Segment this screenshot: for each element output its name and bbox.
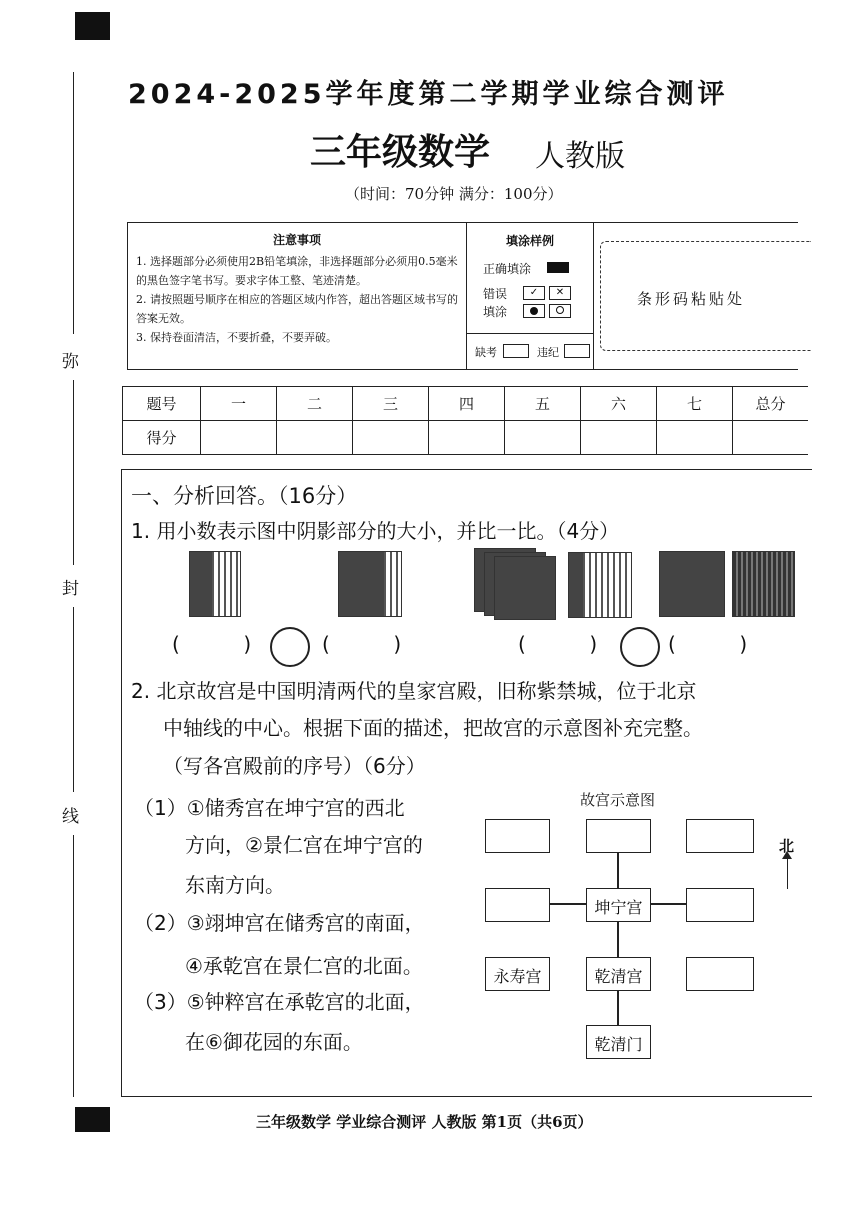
north-arrowhead-icon xyxy=(782,851,792,859)
score-input-cell[interactable] xyxy=(353,421,429,455)
clue-3-line-1: （3）⑤钟粹宫在承乾宫的北面， xyxy=(134,990,425,1014)
side-mark-mi: 弥 xyxy=(62,352,79,372)
fraction-figure xyxy=(568,552,632,618)
map-palace-kunning xyxy=(586,888,651,922)
answer-blank[interactable]: ( ) xyxy=(668,632,748,656)
table-row xyxy=(123,421,809,455)
notice-heading: 注意事项 xyxy=(272,233,321,247)
map-answer-box[interactable] xyxy=(485,888,550,922)
check-mark-icon: ✓ xyxy=(523,286,545,300)
clue-1-line-1: （1）①储秀宫在坤宁宫的西北 xyxy=(134,796,405,820)
fraction-figure xyxy=(494,556,556,620)
wrong-fill-label-1: 错误 xyxy=(483,287,508,301)
north-arrow-icon xyxy=(787,857,788,889)
question-2-line-1: 2. 北京故宫是中国明清两代的皇家宫殿，旧称紫禁城，位于北京 xyxy=(131,679,697,703)
binding-line xyxy=(73,835,74,1097)
map-answer-box[interactable] xyxy=(686,819,754,853)
fill-divider xyxy=(467,333,593,334)
table-cell: 一 xyxy=(201,387,277,421)
map-answer-box[interactable] xyxy=(586,819,651,853)
score-input-cell[interactable] xyxy=(277,421,353,455)
score-table xyxy=(122,386,808,455)
fill-sample-heading: 填涂样例 xyxy=(505,234,554,248)
question-2-line-2: 中轴线的中心。根据下面的描述，把故宫的示意图补充完整。 xyxy=(163,716,703,740)
map-answer-box[interactable] xyxy=(686,888,754,922)
score-input-cell[interactable] xyxy=(733,421,809,455)
edition-label: 人教版 xyxy=(535,139,625,174)
fill-sample-section xyxy=(467,223,594,369)
subject-title: 三年级数学 xyxy=(310,131,491,173)
violation-label: 违纪 xyxy=(537,346,559,359)
binding-line xyxy=(73,380,74,565)
clue-3-line-2: 在⑥御花园的东面。 xyxy=(185,1030,363,1054)
compare-circle[interactable] xyxy=(270,627,310,667)
registration-mark-top xyxy=(75,12,110,40)
palace-label: 乾清门 xyxy=(594,1035,643,1054)
page-footer: 三年级数学 学业综合测评 人教版 第1页（共6页） xyxy=(256,1113,593,1131)
table-cell: 二 xyxy=(277,387,353,421)
map-gate-qianqing xyxy=(586,1025,651,1059)
binding-line xyxy=(73,72,74,334)
map-palace-yongshou xyxy=(485,957,550,991)
table-cell: 七 xyxy=(657,387,733,421)
registration-mark-bottom xyxy=(75,1107,110,1132)
side-mark-feng: 封 xyxy=(62,579,79,599)
notice-item-1: 1. 选择题部分必须使用2B铅笔填涂，非选择题部分必须用0.5毫米的黑色签字笔书写。要求字体工整、笔迹清楚。 xyxy=(136,255,458,287)
table-cell: 题号 xyxy=(123,387,201,421)
answer-blank[interactable]: ( ) xyxy=(518,632,598,656)
absent-label: 缺考 xyxy=(475,346,497,359)
map-title: 故宫示意图 xyxy=(580,791,656,809)
map-connector xyxy=(617,852,619,1037)
clue-1-line-3: 东南方向。 xyxy=(185,873,285,897)
violation-box[interactable] xyxy=(564,344,590,358)
score-input-cell[interactable] xyxy=(505,421,581,455)
exam-title: 2024-2025学年度第二学期学业综合测评 xyxy=(128,79,729,110)
table-cell: 三 xyxy=(353,387,429,421)
palace-label: 坤宁宫 xyxy=(594,898,643,917)
barcode-label: 条形码粘贴处 xyxy=(637,290,746,308)
exam-time-info: （时间：70分钟 满分：100分） xyxy=(345,185,563,203)
fraction-figure xyxy=(189,551,241,617)
wrong-fill-label-2: 填涂 xyxy=(483,305,508,319)
map-palace-qianqing xyxy=(586,957,651,991)
score-input-cell[interactable] xyxy=(581,421,657,455)
table-cell: 四 xyxy=(429,387,505,421)
compare-circle[interactable] xyxy=(620,627,660,667)
barcode-area xyxy=(600,241,811,351)
clue-2-line-2: ④承乾宫在景仁宫的北面。 xyxy=(185,954,423,978)
question-1: 1. 用小数表示图中阴影部分的大小，并比一比。（4分） xyxy=(131,519,620,543)
clue-2-line-1: （2）③翊坤宫在储秀宫的南面， xyxy=(134,911,425,935)
filled-box-icon xyxy=(547,262,569,273)
table-cell: 五 xyxy=(505,387,581,421)
table-cell: 总分 xyxy=(733,387,809,421)
fraction-figure xyxy=(338,551,402,617)
score-input-cell[interactable] xyxy=(201,421,277,455)
fraction-figure xyxy=(659,551,725,617)
binding-line xyxy=(73,607,74,792)
score-input-cell[interactable] xyxy=(429,421,505,455)
section-heading: 一、分析回答。（16分） xyxy=(131,484,358,508)
side-mark-xian: 线 xyxy=(62,807,79,827)
table-cell: 得分 xyxy=(123,421,201,455)
notice-item-2: 2. 请按照题号顺序在相应的答题区域内作答，超出答题区域书写的答案无效。 xyxy=(136,293,458,325)
fraction-figure xyxy=(732,551,795,617)
answer-blank[interactable]: ( ) xyxy=(172,632,252,656)
cross-mark-icon: ✕ xyxy=(549,286,571,300)
notice-panel xyxy=(127,222,798,370)
map-answer-box[interactable] xyxy=(686,957,754,991)
score-input-cell[interactable] xyxy=(657,421,733,455)
map-connector xyxy=(648,903,686,905)
palace-label: 乾清宫 xyxy=(594,967,643,986)
palace-label: 永寿宫 xyxy=(493,967,542,986)
absent-box[interactable] xyxy=(503,344,529,358)
notice-section xyxy=(128,223,467,369)
correct-fill-label: 正确填涂 xyxy=(483,262,532,276)
notice-item-3: 3. 保持卷面清洁，不要折叠，不要弄破。 xyxy=(136,331,337,344)
dot-fill-icon xyxy=(523,304,545,318)
clue-1-line-2: 方向，②景仁宫在坤宁宫的 xyxy=(185,833,423,857)
table-row xyxy=(123,387,809,421)
question-2-line-3: （写各宫殿前的序号）（6分） xyxy=(163,754,426,778)
circle-fill-icon xyxy=(549,304,571,318)
answer-blank[interactable]: ( ) xyxy=(322,632,402,656)
table-cell: 六 xyxy=(581,387,657,421)
north-label: 北 xyxy=(779,837,795,855)
map-answer-box[interactable] xyxy=(485,819,550,853)
